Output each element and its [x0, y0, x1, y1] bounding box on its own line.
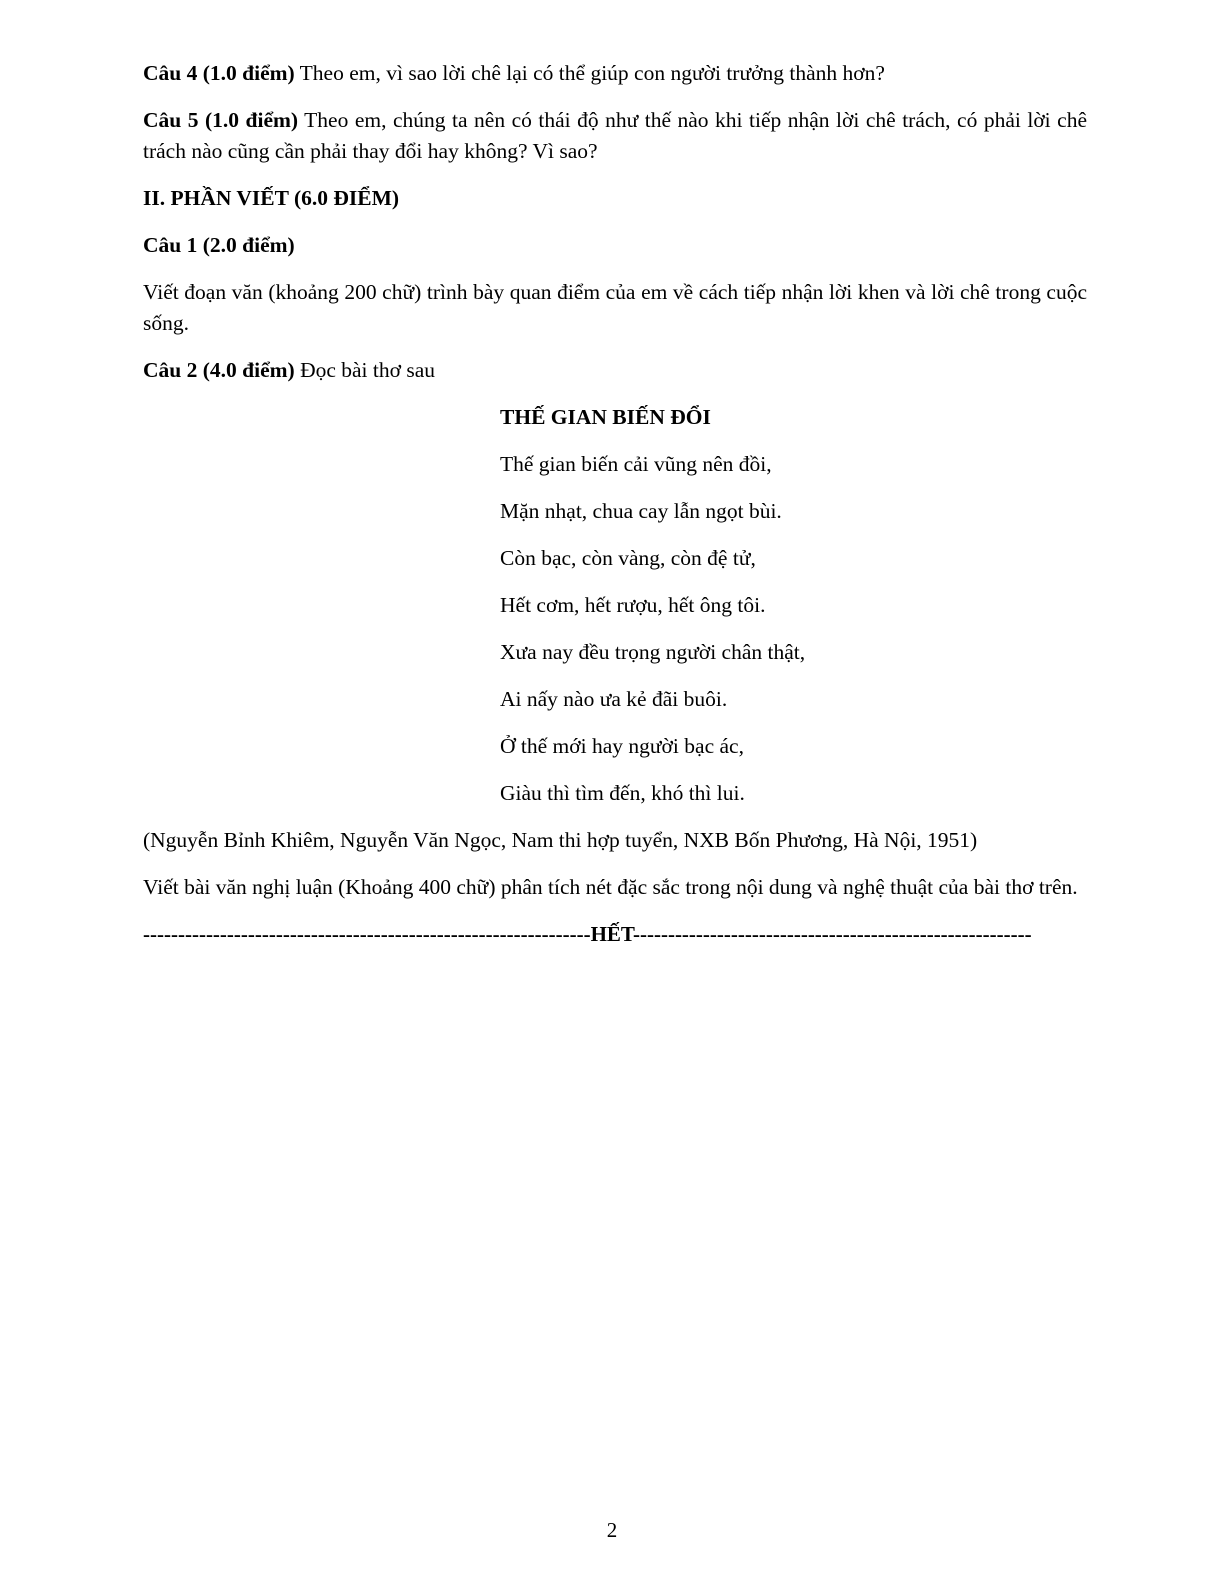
writing-section-heading-text: II. PHẦN VIẾT (6.0 ĐIỂM): [143, 186, 400, 210]
writing-question-2: [143, 355, 1087, 386]
writing-question-2-task: Viết bài văn nghị luận (Khoảng 400 chữ) phân tích nét đặc sắc trong nội dung và nghệ thuật của bài thơ trên.: [143, 875, 1078, 899]
writing-question-2-label: Câu 2 (4.0 điểm): [143, 358, 295, 382]
question-5-text: Theo em, chúng ta nên có thái độ như thế nào khi tiếp nhận lời chê trách, có phải lời chê trách nào cũng cần phải thay đổi hay không? Vì sao?: [143, 108, 1087, 163]
writing-question-1-label: [143, 230, 1087, 261]
poem-line: Xưa nay đều trọng người chân thật,: [500, 640, 806, 664]
writing-question-1-label-text: Câu 1 (2.0 điểm): [143, 233, 295, 257]
poem-line: Ai nấy nào ưa kẻ đãi buôi.: [500, 687, 728, 711]
poem: [500, 402, 1087, 809]
poem-source: (Nguyễn Bỉnh Khiêm, Nguyễn Văn Ngọc, Nam thi hợp tuyển, NXB Bốn Phương, Hà Nội, 1951): [143, 828, 978, 852]
end-marker: [143, 919, 1087, 950]
writing-question-2-intro: Đọc bài thơ sau: [294, 358, 436, 382]
poem-line: Mặn nhạt, chua cay lẫn ngọt bùi.: [500, 499, 782, 523]
question-4: [143, 58, 1087, 89]
poem-line: Hết cơm, hết rượu, hết ông tôi.: [500, 593, 766, 617]
poem-line: Còn bạc, còn vàng, còn đệ tử,: [500, 546, 756, 570]
poem-line: Thế gian biến cải vũng nên đồi,: [500, 452, 772, 476]
question-4-text: Theo em, vì sao lời chê lại có thể giúp con người trưởng thành hơn?: [294, 61, 885, 85]
end-marker-dashes-right: ---------------------------------------------------------: [632, 922, 1032, 946]
end-marker-word: HẾT: [590, 922, 633, 946]
exam-page: [143, 58, 1087, 950]
end-marker-dashes-left: ----------------------------------------------------------------: [143, 922, 591, 946]
question-5-label: Câu 5 (1.0 điểm): [143, 108, 299, 132]
poem-line: Giàu thì tìm đến, khó thì lui.: [500, 781, 745, 805]
question-4-label: Câu 4 (1.0 điểm): [143, 61, 295, 85]
poem-title: THẾ GIAN BIẾN ĐỔI: [500, 405, 711, 429]
poem-line: Ở thế mới hay người bạc ác,: [500, 734, 744, 758]
writing-section-heading: [143, 183, 1087, 214]
question-5: [143, 105, 1087, 167]
writing-question-1-text: Viết đoạn văn (khoảng 200 chữ) trình bày quan điểm của em về cách tiếp nhận lời khen và lời chê trong cuộc sống.: [143, 280, 1087, 335]
page-number: 2: [606, 1518, 618, 1542]
